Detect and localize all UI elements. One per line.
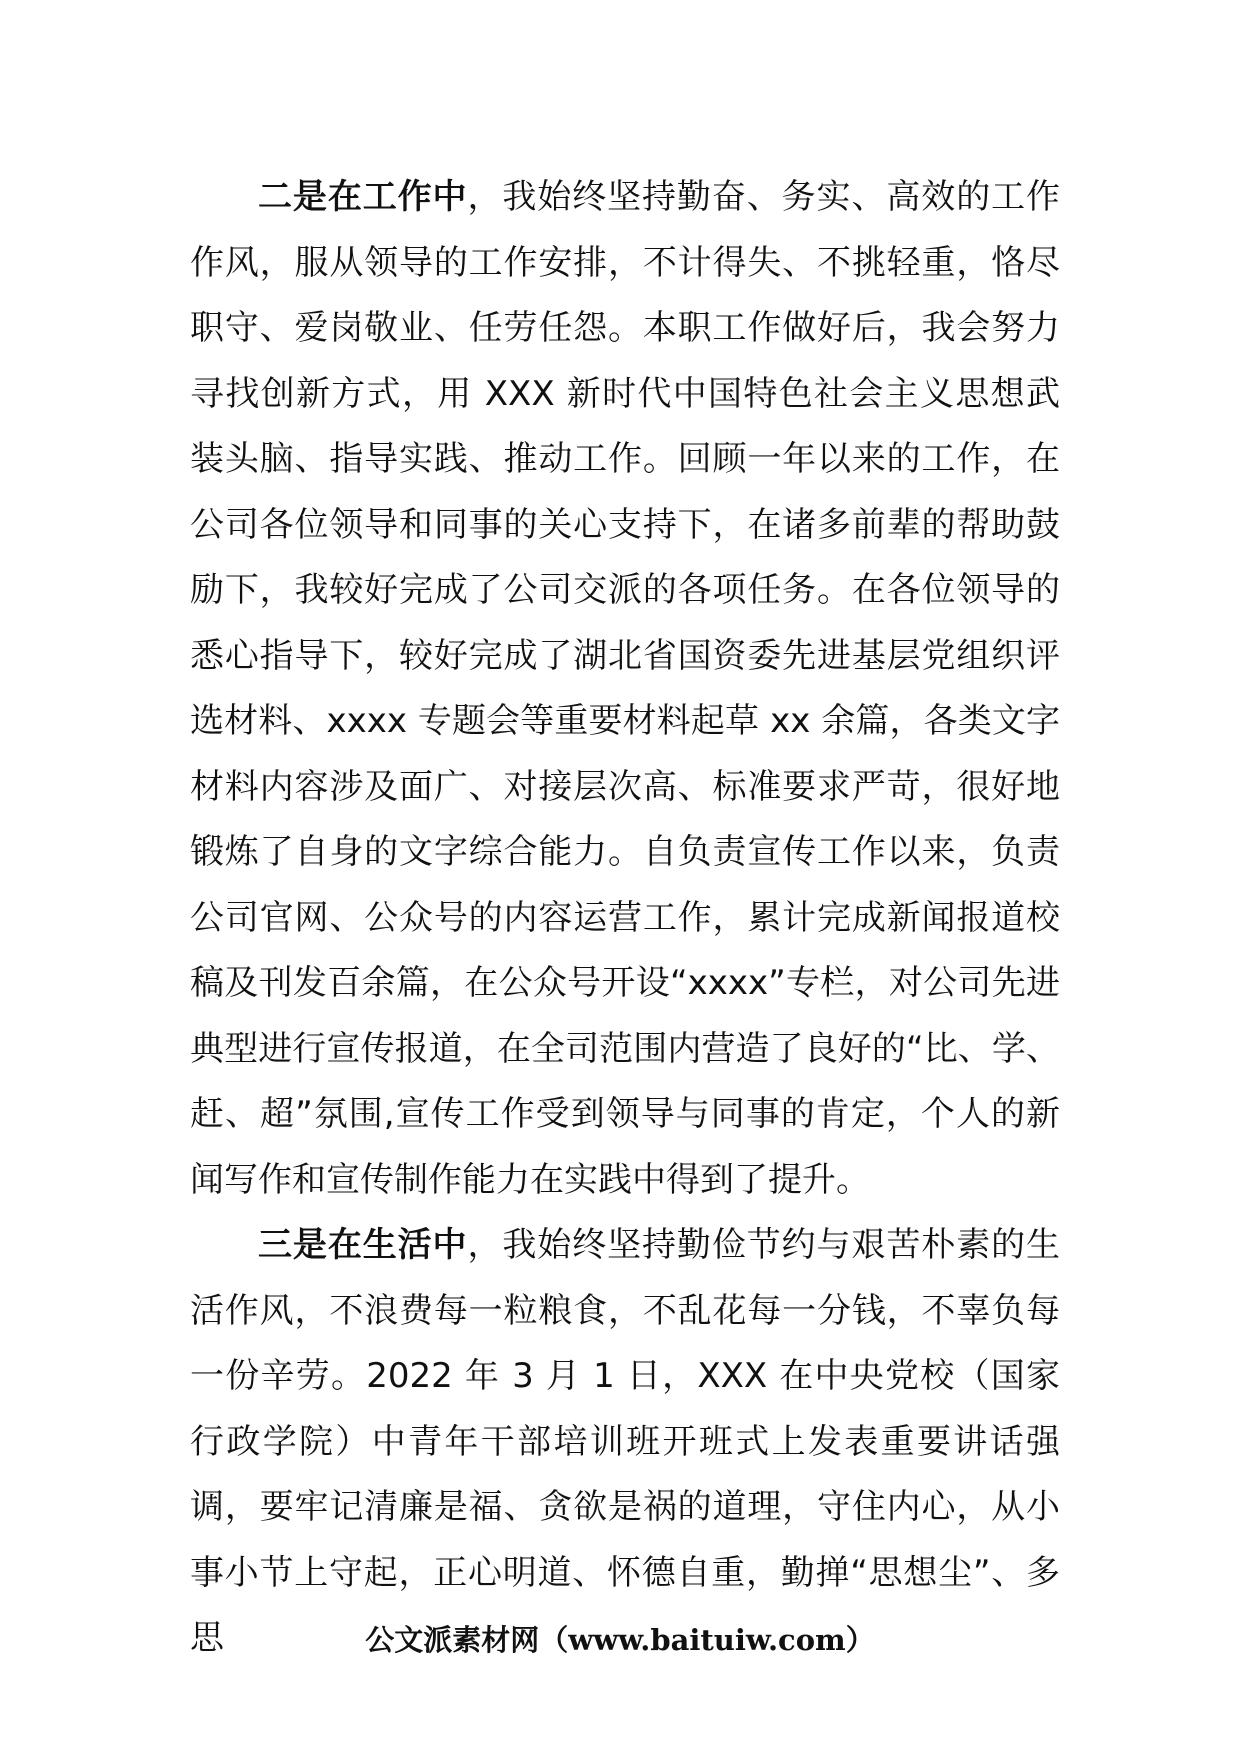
paragraph-text: ，我始终坚持勤俭节约与艰苦朴素的生活作风，不浪费每一粒粮食，不乱花每一分钱，不辜负每一份辛劳。2022 年 3 月 1 日，XXX 在中央党校（国家行政学院）中青年干部培训班开班式上发表重要讲话强调，要牢记清廉是福、贪欲是祸的道理，守住内心，从小事小节上守起，正心明道、怀德自重，勤掸“思想尘”、多思 — [190, 1225, 1061, 1658]
paragraph-work — [190, 165, 1060, 1213]
paragraph-life — [190, 1213, 1060, 1672]
paragraph-text: ，我始终坚持勤奋、务实、高效的工作作风，服从领导的工作安排，不计得失、不挑轻重，恪尽职守、爱岗敬业、任劳任怨。本职工作做好后，我会努力寻找创新方式，用 XXX 新时代中国特色社会主义思想武装头脑、指导实践、推动工作。回顾一年以来的工作，在公司各位领导和同事的关心支持下，在诸多前辈的帮助鼓励下，我较好完成了公司交派的各项任务。在各位领导的悉心指导下，较好完成了湖北省国资委先进基层党组织评选材料、xxxx 专题会等重要材料起草 xx 余篇，各类文字材料内容涉及面广、对接层次高、标准要求严苛，很好地锻炼了自身的文字综合能力。自负责宣传工作以来，负责公司官网、公众号的内容运营工作，累计完成新闻报道校稿及刊发百余篇，在公众号开设“xxxx”专栏，对公司先进典型进行宣传报道，在全司范围内营造了良好的“比、学、赶、超”氛围,宣传工作受到领导与同事的肯定，个人的新闻写作和宣传制作能力在实践中得到了提升。 — [190, 177, 1061, 1200]
document-body — [190, 165, 1060, 1672]
paragraph-lead-heading: 三是在生活中 — [258, 1225, 468, 1265]
paragraph-lead-heading: 二是在工作中 — [258, 177, 468, 217]
footer-watermark: 公文派素材网（www.baituiw.com） — [365, 1623, 875, 1657]
